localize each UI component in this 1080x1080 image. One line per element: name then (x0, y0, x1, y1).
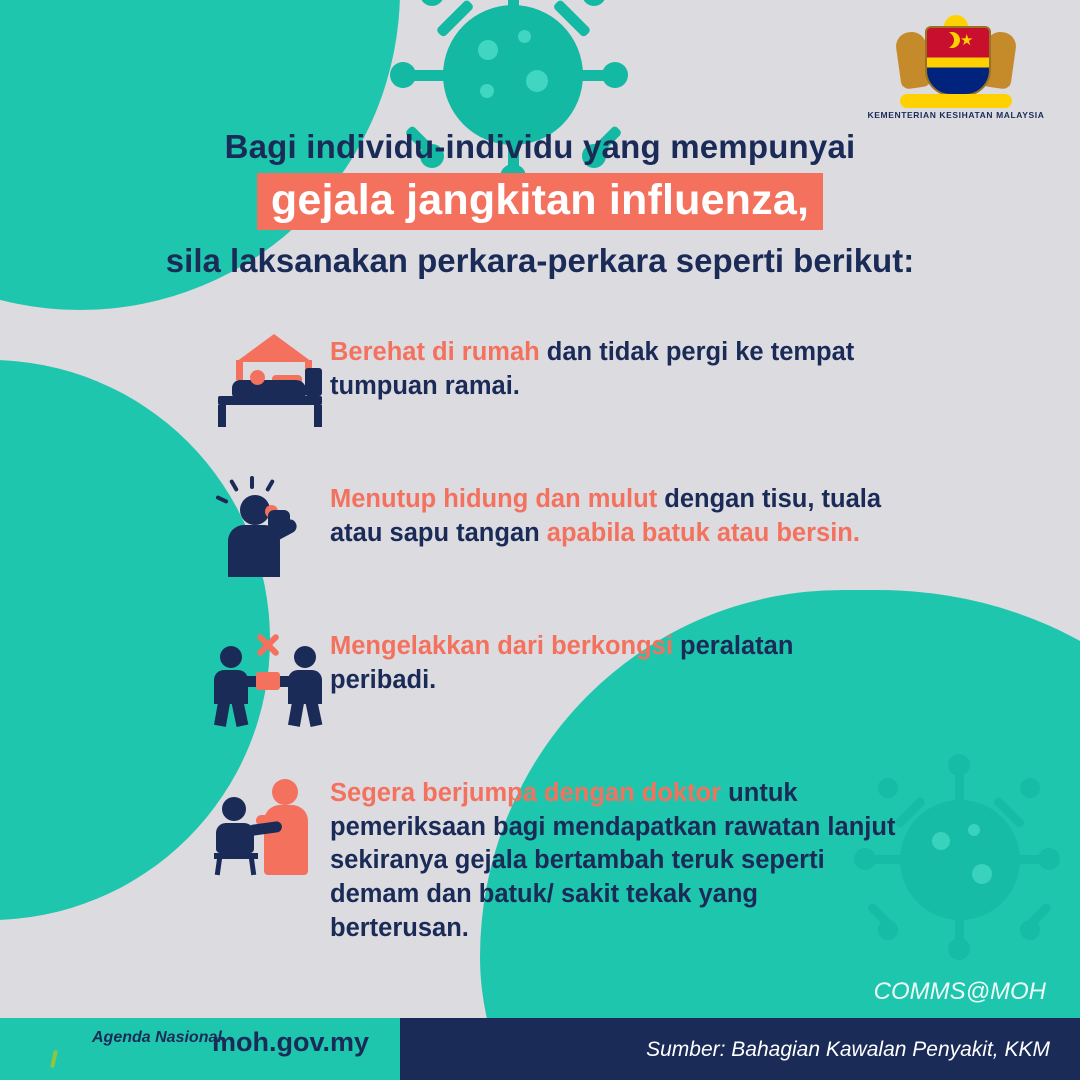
agenda-line-2: Malaysia Sihat (92, 1045, 196, 1063)
list-item-text-rest: untuk pemeriksaan bagi mendapatkan rawatan lanjut sekiranya gejala bertambah teruk seperti demam dan batuk/ sakit tekak yang berterusan. (330, 779, 896, 942)
website-url[interactable]: moh.gov.my (212, 1027, 370, 1057)
bed-rest-at-home-icon (210, 330, 330, 435)
list-item-text-highlight: Menutup hidung dan mulut (330, 485, 658, 513)
comms-credit: COMMS@MOH (873, 978, 1046, 1005)
list-item-text-highlight: Berehat di rumah (330, 338, 540, 366)
list-item-text (330, 771, 900, 945)
list-item (210, 477, 900, 582)
moh-logo-caption: KEMENTERIAN KESIHATAN MALAYSIA (867, 110, 1045, 120)
hibiscus-icon (26, 1020, 82, 1072)
source-credit: Sumber: Bahagian Kawalan Penyakit, KKM (646, 1038, 1050, 1061)
list-item-text-highlight-2: apabila batuk atau bersin. (546, 518, 860, 547)
advice-list (210, 330, 900, 987)
no-sharing-personal-items-icon (210, 624, 330, 729)
list-item-text-rest: dan tidak pergi ke tempat tumpuan ramai. (330, 338, 855, 400)
list-item-text-highlight: Segera berjumpa dengan doktor (330, 779, 722, 807)
agenda-line-1: Agenda Nasional (92, 1028, 222, 1046)
list-item-text-highlight: Mengelakkan dari berkongsi (330, 632, 673, 660)
list-item-text (330, 477, 900, 550)
list-item (210, 330, 900, 435)
list-item (210, 624, 900, 729)
agenda-nasional-logo (26, 1020, 222, 1072)
cover-nose-mouth-cough-icon (210, 477, 330, 582)
list-item (210, 771, 900, 945)
headline-block (0, 126, 1080, 282)
see-doctor-icon (210, 771, 330, 876)
moh-logo (856, 18, 1056, 120)
list-item-text (330, 624, 900, 697)
list-item-text-rest: peralatan peribadi. (330, 632, 794, 694)
malaysia-coat-of-arms-icon: ★ (894, 18, 1018, 106)
headline-line-3: sila laksanakan perkara-perkara seperti berikut: (165, 242, 915, 280)
list-item-text (330, 330, 900, 403)
headline-line-1: Bagi individu-individu yang mempunyai (224, 128, 856, 165)
headline-highlight: gejala jangkitan influenza, (257, 173, 823, 230)
list-item-text-rest: dengan tisu, tuala atau sapu tangan (330, 485, 882, 547)
